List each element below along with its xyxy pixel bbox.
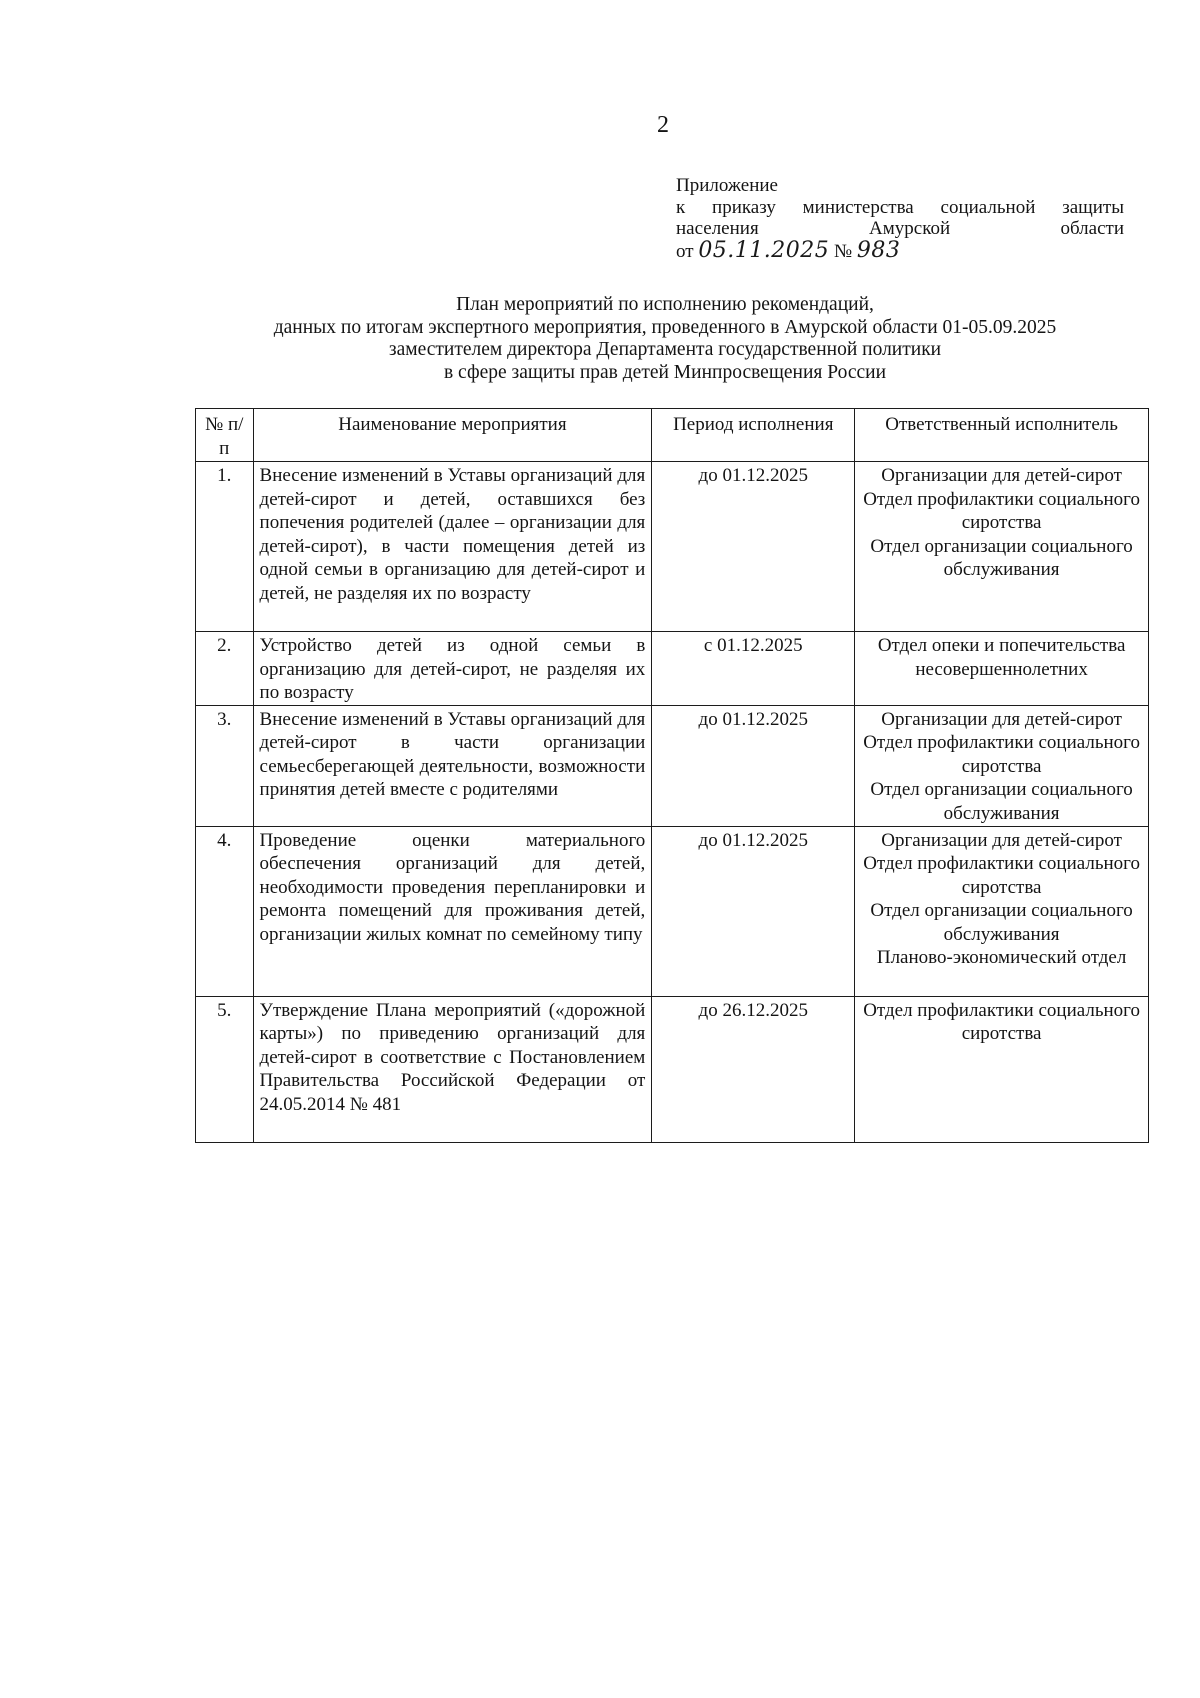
responsible-line: Организации для детей-сирот — [881, 829, 1122, 851]
row-num: 4. — [196, 826, 254, 996]
responsible-line: Отдел организации социального обслуживания — [870, 535, 1133, 580]
responsible-line: Отдел профилактики социального сиротства — [863, 853, 1140, 898]
row-responsible — [855, 826, 1149, 996]
responsible-line: Отдел организации социального обслуживания — [870, 779, 1133, 824]
responsible-line: Организации для детей-сирот — [881, 465, 1122, 486]
row-responsible — [855, 462, 1149, 632]
row-responsible — [855, 632, 1149, 706]
date-prefix: от — [676, 240, 694, 262]
row-num: 5. — [196, 996, 254, 1142]
row-period: до 26.12.2025 — [652, 996, 855, 1142]
handwritten-number: 983 — [856, 237, 901, 263]
responsible-line: Отдел профилактики социального сиротства — [863, 999, 1140, 1044]
header-period: Период исполнения — [652, 409, 855, 462]
title-line-1: План мероприятий по исполнению рекомендаций, — [456, 294, 874, 315]
table-row — [196, 705, 1149, 826]
row-responsible — [855, 996, 1149, 1142]
appendix-label: Приложение — [676, 175, 778, 196]
table-row — [196, 632, 1149, 706]
table-row — [196, 826, 1149, 996]
header-name: Наименование мероприятия — [253, 409, 652, 462]
number-prefix: № — [834, 240, 853, 262]
responsible-line: Отдел профилактики социального сиротства — [863, 732, 1140, 777]
row-period: до 01.12.2025 — [652, 826, 855, 996]
responsible-line: Планово-экономический отдел — [876, 947, 1127, 968]
row-period: с 01.12.2025 — [652, 632, 855, 706]
row-num: 1. — [196, 462, 254, 632]
table-header-row — [196, 409, 1149, 462]
responsible-line: Организации для детей-сирот — [881, 708, 1122, 730]
table-row — [196, 462, 1149, 632]
row-name: Утверждение Плана мероприятий («дорожной карты») по приведению организаций для детей-сирот в соответствие с Постановлением Правительства Российской Федерации от 24.05.2014 № 481 — [253, 996, 652, 1142]
title-line-3: заместителем директора Департамента государственной политики — [388, 339, 942, 360]
row-name: Проведение оценки материального обеспечения организаций для детей, необходимости проведения перепланировки и ремонта помещений для проживания детей, организации жилых комнат по семейному типу — [253, 826, 652, 996]
row-responsible — [855, 705, 1149, 826]
row-period: до 01.12.2025 — [652, 462, 855, 632]
page-number: 2 — [657, 112, 669, 138]
title-line-4: в сфере защиты прав детей Минпросвещения России — [443, 361, 887, 383]
table-row — [196, 996, 1149, 1142]
responsible-line: Отдел организации социального обслуживания — [870, 900, 1133, 945]
row-name: Внесение изменений в Уставы организаций для детей-сирот в части организации семьесберегающей деятельности, возможности принятия детей вместе с родителями — [253, 705, 652, 826]
appendix-block — [676, 175, 1124, 262]
plan-table — [195, 408, 1149, 1143]
title-line-2: данных по итогам экспертного мероприятия, проведенного в Амурской области 01-05.09.2025 — [273, 316, 1057, 338]
document-title — [170, 294, 1160, 384]
appendix-date-line — [676, 237, 1124, 263]
responsible-line: Отдел опеки и попечительства несовершеннолетних — [877, 635, 1126, 680]
row-num: 3. — [196, 705, 254, 826]
row-period: до 01.12.2025 — [652, 705, 855, 826]
appendix-ministry-line: населения Амурской области — [676, 218, 1124, 239]
appendix-order-line: к приказу министерства социальной защиты — [676, 196, 1124, 218]
header-num: № п/п — [196, 409, 254, 462]
row-num: 2. — [196, 632, 254, 706]
responsible-line: Отдел профилактики социального сиротства — [863, 488, 1140, 533]
row-name: Внесение изменений в Уставы организаций для детей-сирот и детей, оставшихся без попечения родителей (далее – организации для детей-сирот), в части помещения детей из одной семьи в организацию для детей-сирот и детей, не разделяя их по возрасту — [253, 462, 652, 632]
row-name: Устройство детей из одной семьи в организацию для детей-сирот, не разделяя их по возрасту — [253, 632, 652, 706]
header-responsible: Ответственный исполнитель — [855, 409, 1149, 462]
handwritten-date: 05.11.2025 — [698, 237, 830, 263]
